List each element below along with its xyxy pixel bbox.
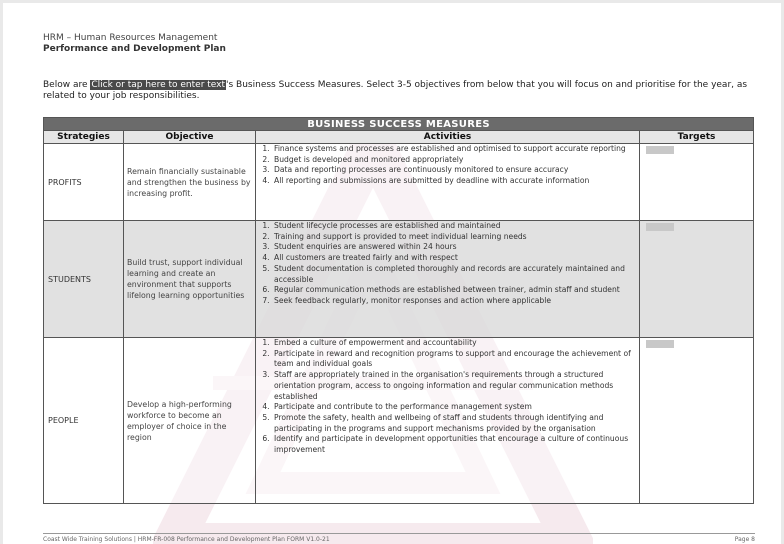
- page-number: Page 8: [734, 536, 755, 543]
- activity-item: 2. Training and support is provided to meet individual learning needs: [272, 232, 639, 243]
- activity-item: 1. Finance systems and processes are established and optimised to support accurate reporting: [272, 144, 639, 155]
- table-row-people: [44, 338, 754, 504]
- activity-item: 3. Student enquiries are answered within 24 hours: [272, 242, 639, 253]
- column-header-strategies: Strategies: [44, 131, 124, 144]
- activity-item: 6. Regular communication methods are established between trainer, admin staff and student: [272, 285, 639, 296]
- targets-cell[interactable]: [640, 144, 754, 221]
- targets-cell[interactable]: [640, 338, 754, 504]
- intro-after: 's Business Success Measures. Select 3-5 objectives from below that you will focus on and prioritise for the year, as related to your job responsibilities.: [43, 80, 748, 101]
- document-header: [43, 33, 226, 55]
- footer-document-info: Coast Wide Training Solutions | HRM-FR-008 Performance and Development Plan FORM V1.0-21: [43, 536, 330, 543]
- activity-item: 4. Participate and contribute to the performance management system: [272, 402, 639, 413]
- header-line-1: HRM – Human Resources Management: [43, 33, 218, 43]
- activity-item: 1. Embed a culture of empowerment and accountability: [272, 338, 639, 349]
- table-title-row: [44, 118, 754, 131]
- activities-cell: [256, 338, 640, 504]
- activities-cell: [256, 144, 640, 221]
- activity-item: 2. Budget is developed and monitored appropriately: [272, 155, 639, 166]
- objective-cell: Build trust, support individual learning and create an environment that supports lifelong learning opportunities: [124, 221, 256, 338]
- activity-item: 1. Student lifecycle processes are established and maintained: [272, 221, 639, 232]
- activity-item: 5. Student documentation is completed thoroughly and records are accurately maintained and accessible: [272, 264, 639, 285]
- target-input-field[interactable]: [646, 223, 674, 231]
- objective-cell: Develop a high-performing workforce to become an employer of choice in the region: [124, 338, 256, 504]
- table-title: BUSINESS SUCCESS MEASURES: [44, 118, 754, 131]
- activity-item: 2. Participate in reward and recognition programs to support and encourage the achievement of team and individual goals: [272, 349, 639, 370]
- target-input-field[interactable]: [646, 146, 674, 154]
- activities-cell: [256, 221, 640, 338]
- activities-list: [256, 221, 639, 307]
- intro-paragraph: [43, 80, 755, 102]
- activity-item: 5. Promote the safety, health and wellbeing of staff and students through identifying and participating in the programs and support mechanisms provided by the organisation: [272, 413, 639, 434]
- column-header-targets: Targets: [640, 131, 754, 144]
- header-line-2: Performance and Development Plan: [43, 44, 226, 54]
- activity-item: 4. All reporting and submissions are submitted by deadline with accurate information: [272, 176, 639, 187]
- table-row-students: [44, 221, 754, 338]
- activity-item: 4. All customers are treated fairly and with respect: [272, 253, 639, 264]
- activity-item: 6. Identify and participate in development opportunities that encourage a culture of continuous improvement: [272, 434, 639, 455]
- strategy-cell: PROFITS: [44, 144, 124, 221]
- objective-cell: Remain financially sustainable and strengthen the business by increasing profit.: [124, 144, 256, 221]
- table-row-profits: [44, 144, 754, 221]
- strategy-cell: PEOPLE: [44, 338, 124, 504]
- document-page: [3, 3, 781, 544]
- column-header-activities: Activities: [256, 131, 640, 144]
- activity-item: 7. Seek feedback regularly, monitor responses and action where applicable: [272, 296, 639, 307]
- activities-list: [256, 144, 639, 187]
- page-footer: [43, 533, 755, 543]
- target-input-field[interactable]: [646, 340, 674, 348]
- activities-list: [256, 338, 639, 456]
- activity-item: 3. Data and reporting processes are continuously monitored to ensure accuracy: [272, 165, 639, 176]
- strategy-cell: STUDENTS: [44, 221, 124, 338]
- targets-cell[interactable]: [640, 221, 754, 338]
- activity-item: 3. Staff are appropriately trained in the organisation's requirements through a structured orientation program, access to ongoing information and regular communication methods established: [272, 370, 639, 402]
- business-success-measures-table: [43, 117, 754, 504]
- column-header-objective: Objective: [124, 131, 256, 144]
- table-header-row: [44, 131, 754, 144]
- name-placeholder-field[interactable]: Click or tap here to enter text: [91, 80, 226, 90]
- intro-before: Below are: [43, 80, 91, 90]
